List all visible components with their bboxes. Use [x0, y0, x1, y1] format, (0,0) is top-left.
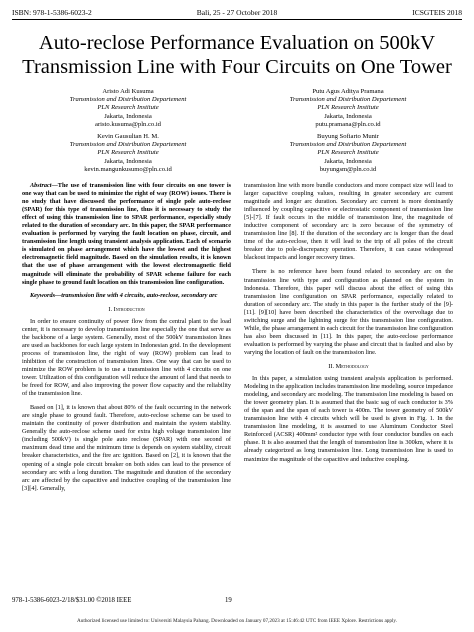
author-inst: PLN Research Institute [97, 104, 159, 112]
section-heading-methodology: II. Methodology [328, 362, 369, 370]
author-block-3 [18, 133, 238, 174]
header-place-date: Bali, 25 - 27 October 2018 [196, 8, 278, 17]
author-name: Buyung Sofiarto Munir [317, 133, 379, 140]
author-city: Jakarta, Indonesia [324, 157, 372, 165]
paper-title [10, 31, 464, 79]
footer-page-number: 19 [225, 597, 232, 604]
author-inst: PLN Research Institute [97, 149, 159, 157]
author-inst: PLN Research Institute [317, 149, 379, 157]
author-city: Jakarta, Indonesia [104, 112, 152, 120]
right-column [244, 182, 453, 464]
body-paragraph: Based on [1], it is known that about 80% of the fault occurring in the network are single phase to ground fault. Therefore, auto-reclose scheme can be used to maintain the continuity of power distribution and maintain the system stability. Generally the auto-reclose scheme used for extra high voltage transmission line (including 500kV) is single pole auto reclose (SPAR) with one second of maximum dead time and the minimum time is depends on system stability, circuit breaker characteristics, and the fire arc ignition. Based on [2], it is known that the opening of a single pole circuit breaker on both sides can lead to the presence of secondary arc with a long duration. The magnitude and duration of the secondary arc are affected by the capacitive and inductive coupling of the transmission line [3][4]. Generally, [22, 404, 231, 492]
author-email: aristo.kusuma@pln.co.id [95, 120, 161, 128]
author-dept: Transmission and Distribution Departement [289, 96, 407, 104]
keywords-text: —transmission line with 4 circuits, auto-reclose, secondary arc [55, 291, 218, 299]
author-name: Putu Agus Aditya Pramana [312, 88, 384, 95]
author-dept: Transmission and Distribution Departement [289, 141, 407, 149]
author-email: kevin.mangunkusumo@pln.co.id [84, 165, 172, 173]
author-inst: PLN Research Institute [317, 104, 379, 112]
body-paragraph: There is no reference have been found related to secondary arc on the transmission line with type and configuration as planned on the system in Indonesia. Therefore, this paper will discuss about the effect of using this transmission line configuration on SPAR performance, especially related to duration of secondary arc. The study in this paper is the further study of the [9]-[11]. [9][10] have been described the characteristics of the overvoltage due to switching surge and the lightning surge for this transmission line configuration. While, the phase arrangement in each circuit for the transmission line configuration has also been discussed in [11]. In this paper, the auto-reclose performance evaluation is performed by varying the phase and circuit that is faulted and also by varying the location of fault on the transmission line. [244, 268, 453, 356]
author-block-2 [238, 88, 458, 129]
abstract [22, 182, 231, 287]
author-dept: Transmission and Distribution Departement [69, 96, 187, 104]
body-paragraph: transmission line with more bundle conductors and more compact size will lead to larger capacitive coupling values, resulting in greater secondary arc current magnitude and longer arc duration. Secondary arc current is more dominantly influenced by coupling capacitive or electrostatic component of transmission line [5]-[7]. If fault occurs in the middle of transmission line, the magnitude of inductive component of secondary arc is zero because of the symmetry of transmission line [8]. If the duration of the secondary arc is longer than the dead time of the auto-reclose, then it will lead to the trip of all poles of the circuit breaker due to pole-discrepancy operation. Therefore, it can cause widespread blackout impacts and longer recovery times. [244, 182, 453, 262]
header-isbn: ISBN: 978-1-5386-6023-2 [12, 8, 92, 17]
header-rule [12, 19, 462, 20]
keywords-label: Keywords [30, 291, 55, 299]
footer-copyright: 978-1-5386-6023-2/18/$31.00 ©2018 IEEE [12, 597, 132, 604]
keywords [22, 292, 231, 300]
author-dept: Transmission and Distribution Departement [69, 141, 187, 149]
title-line-1: Auto-reclose Performance Evaluation on 500kV [38, 32, 436, 54]
author-name: Kevin Gausultan H. M. [97, 133, 159, 140]
title-line-2: Transmission Line with Four Circuits on One Tower [22, 56, 452, 78]
author-email: putu.pramana@pln.co.id [315, 120, 381, 128]
footer-authorized-use: Authorized licensed use limited to: Universiti Malaysia Pahang. Downloaded on January 07,2023 at 15:46:42 UTC from IEEE Xplore. Restrictions apply. [77, 618, 397, 624]
section-heading-introduction: I. Introduction [108, 305, 145, 313]
author-name: Aristo Adi Kusuma [102, 88, 154, 95]
left-column [22, 182, 231, 493]
author-block-1 [18, 88, 238, 129]
author-block-4 [238, 133, 458, 174]
abstract-text: —The use of transmission line with four circuits on one tower is one way that can be used to minimize the right of way (ROW) issues. There is no study that have discussed the performance of single pole auto-reclose (SPAR) for this type of transmission line, thus it is necessary to study the effect of using this transmission line to SPAR performance, especially study related to the duration of secondary arc. In this paper, the SPAR performance evaluation is performed by varying the fault location on phase, circuit, and transmission line length using transient analysis application. Each of scenario is simulated on phase arrangement which have the lowest and the highest electromagnetic field magnitude. Based on the simulation results, it is known that the use of phase arrangement with the lowest electromagnetic field magnitude will eliminate the probability of SPAR scheme failure for each single phase to ground fault location on this transmission line configuration. [22, 182, 231, 286]
body-paragraph: In this paper, a simulation using transient analysis application is performed. Modeling in the application includes transmission line modeling, source impedance modeling, and secondary arc modeling. The transmission line modeling is based on the tower geometry plan. It is assumed that the basic sag of each conductor is 3% of the span and the span of each tower is 400m. The tower geometry of 500kV transmission line with 4 circuits which will be used is given in Fig. 1. In the transmission line modeling, it is assumed to use Aluminum Conductor Steel Reinforced (ACSR) 400mm² conductor type with four conductor bundles on each phase. It is also assumed that the length of transmission line is 300km, where it is already categorized as long transmission line. Long transmission line is used to maximize the magnitude of the capacitive and inductive coupling. [244, 375, 453, 463]
body-paragraph: In order to ensure continuity of power flow from the central plant to the load center, it is necessary to develop transmission line especially the one that serve as the backbone of a large system. Generally, most of the 500kV transmission lines are used as backbones for each large system in Indonesian grid. In the development process of transmission line, the right of way (ROW) problem can lead to inhibition of the construction of transmission lines. One way that can be used to minimize the ROW problem is to use a transmission line with 4 circuits on one tower. Utilization of this configuration will reduce the amount of land that needs to be freed for ROW, and also improving the power flow capacity and the reliability of the transmission line. [22, 317, 231, 398]
author-city: Jakarta, Indonesia [324, 112, 372, 120]
author-city: Jakarta, Indonesia [104, 157, 152, 165]
author-email: buyungsm@pln.co.id [319, 165, 377, 173]
header-conference: ICSGTEIS 2018 [412, 8, 462, 17]
abstract-label: Abstract [30, 182, 52, 189]
